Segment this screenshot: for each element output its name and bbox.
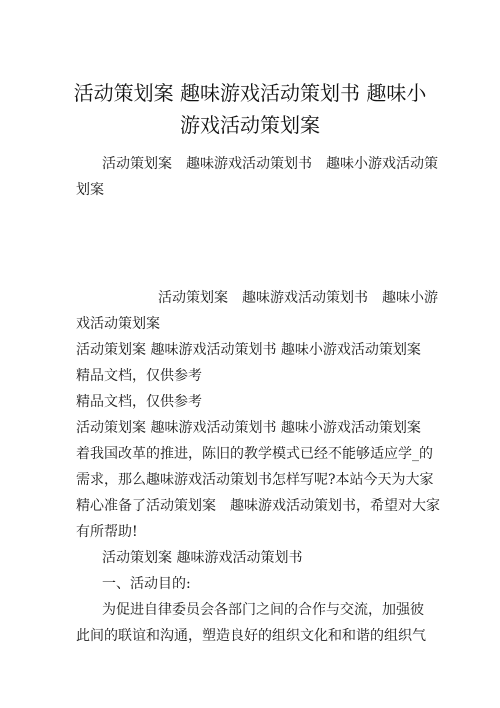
intro-line-1: 着我国改革的推进，陈旧的教学模式已经不能够适应学_的 [76,446,433,462]
intro-line-4: 有所帮助! [76,524,138,540]
purpose-line-1: 为促进自律委员会各部门之间的合作与交流，加强彼 [102,602,424,618]
intro-line-3: 精心准备了活动策划案 趣味游戏活动策划书，希望对大家 [76,498,440,514]
note-line-1: 精品文档，仅供参考 [76,368,202,384]
section-heading: 活动策划案 趣味游戏活动策划书 [102,550,303,566]
body-line-1: 活动策划案 趣味游戏活动策划书 趣味小游 [158,290,438,306]
title-line-1: 活动策划案 趣味游戏活动策划书 趣味小 [73,81,427,105]
body-line-2: 戏活动策划案 [76,316,160,332]
subtitle-line-1: 活动策划案 趣味游戏活动策划书 趣味小游戏活动策 [102,156,438,172]
body-line-3: 活动策划案 趣味游戏活动策划书 趣味小游戏活动策划案 [76,342,421,358]
purpose-line-2: 此间的联谊和沟通，塑造良好的组织文化和和谐的组织气 [76,628,426,644]
title-line-2: 游戏活动策划案 [180,113,320,137]
intro-line-2: 需求，那么趣味游戏活动策划书怎样写呢?本站今天为大家 [76,472,434,488]
item-1-heading: 一、活动目的: [102,576,191,592]
subtitle-line-2: 划案 [76,182,104,198]
body-line-4: 活动策划案 趣味游戏活动策划书 趣味小游戏活动策划案 [76,420,421,436]
note-line-2: 精品文档，仅供参考 [76,394,202,410]
